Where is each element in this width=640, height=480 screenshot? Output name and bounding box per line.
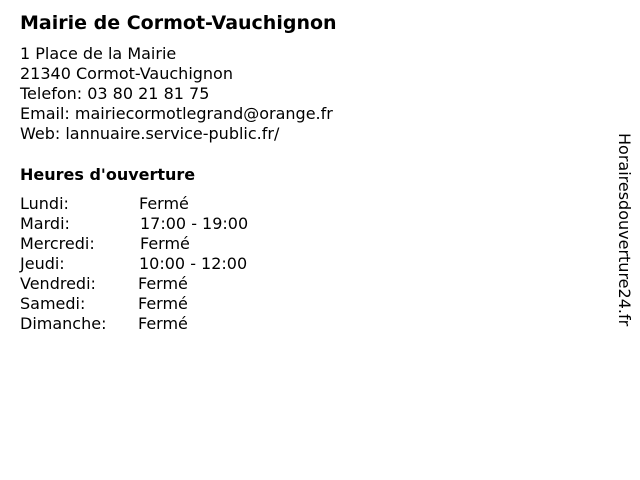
day-label: Dimanche: — [20, 314, 107, 333]
hours-value: 10:00 - 12:00 — [139, 254, 248, 273]
day-label: Samedi: — [20, 294, 86, 313]
city-line: 21340 Cormot-Vauchignon — [20, 64, 233, 83]
day-label: Jeudi: — [20, 254, 65, 273]
day-label: Mardi: — [20, 214, 70, 233]
hours-row-lundi — [20, 194, 590, 214]
hours-table — [20, 194, 590, 334]
business-card — [20, 10, 590, 334]
hours-row-jeudi — [20, 254, 590, 274]
hours-row-mardi — [20, 214, 590, 234]
hours-value: Fermé — [140, 234, 190, 253]
address-block — [20, 44, 590, 144]
day-label: Vendredi: — [20, 274, 96, 293]
hours-row-samedi — [20, 294, 590, 314]
day-label: Mercredi: — [20, 234, 95, 253]
hours-value: Fermé — [138, 294, 188, 313]
hours-value: Fermé — [138, 314, 188, 333]
street-address: 1 Place de la Mairie — [20, 44, 177, 63]
web-line: Web: lannuaire.service-public.fr/ — [20, 124, 280, 143]
hours-row-dimanche — [20, 314, 590, 334]
hours-value: Fermé — [139, 194, 189, 213]
hours-value: Fermé — [138, 274, 188, 293]
email-line: Email: mairiecormotlegrand@orange.fr — [20, 104, 333, 123]
phone-line: Telefon: 03 80 21 81 75 — [20, 84, 210, 103]
hours-row-vendredi — [20, 274, 590, 294]
site-watermark: Horairesdouverture24.fr — [615, 133, 634, 327]
hours-heading: Heures d'ouverture — [20, 165, 196, 184]
hours-value: 17:00 - 19:00 — [140, 214, 249, 233]
page-title: Mairie de Cormot-Vauchignon — [20, 12, 337, 34]
hours-row-mercredi — [20, 234, 590, 254]
day-label: Lundi: — [20, 194, 69, 213]
